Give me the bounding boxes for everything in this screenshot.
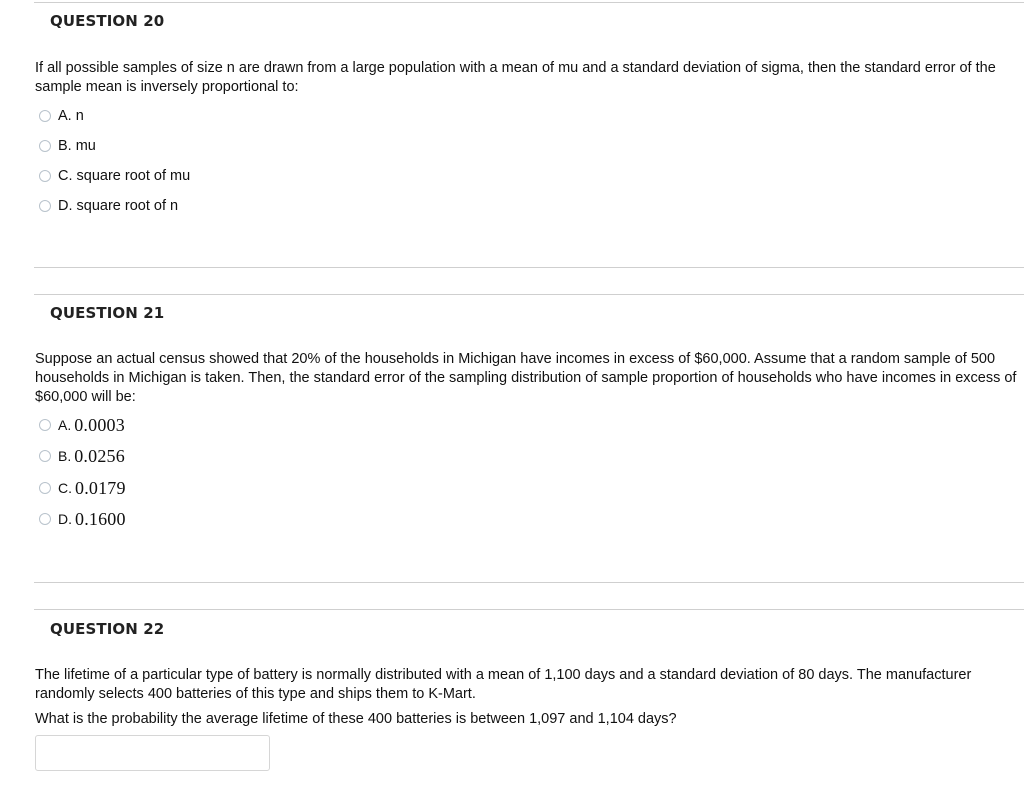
radio-button[interactable] xyxy=(39,140,51,152)
question-21-option-b[interactable] xyxy=(39,446,125,466)
question-22-text: The lifetime of a particular type of battery is normally distributed with a mean of 1,100 days and a standard deviation of 80 days. The manufacturer randomly selects 400 batteries of this type and ships them to K-Mart. What is the probability the average lifetime of these 400 batteries is between 1,097 and 1,104 days? xyxy=(35,666,1020,729)
question-20-option-d[interactable] xyxy=(39,196,178,216)
option-letter: A. xyxy=(58,417,72,433)
question-22-title: QUESTION 22 xyxy=(50,620,165,638)
question-21-option-d[interactable] xyxy=(39,509,126,529)
radio-button[interactable] xyxy=(39,513,51,525)
question-20-option-c[interactable] xyxy=(39,166,190,186)
option-text: mu xyxy=(75,138,96,154)
option-text: 0.0256 xyxy=(74,445,125,466)
radio-button[interactable] xyxy=(39,450,51,462)
option-letter: B. xyxy=(58,138,72,154)
radio-button[interactable] xyxy=(39,200,51,212)
radio-button[interactable] xyxy=(39,170,51,182)
option-text: 0.0179 xyxy=(75,477,126,498)
option-text: 0.0003 xyxy=(74,414,125,435)
question-20-title: QUESTION 20 xyxy=(50,12,165,30)
question-21-bottom-divider xyxy=(34,582,1024,583)
question-22-top-divider xyxy=(34,609,1024,610)
option-text: square root of n xyxy=(76,198,179,214)
option-letter: D. xyxy=(58,511,72,527)
option-letter: A. xyxy=(58,108,72,124)
question-20-option-b[interactable] xyxy=(39,136,96,156)
question-21-text: Suppose an actual census showed that 20% of the households in Michigan have incomes in excess of $60,000. Assume that a random sample of 500 households in Michigan is taken. Then, the standard error of the sampling distribution of sample proportion of households who have incomes in excess of $60,000 will be: xyxy=(35,351,1017,405)
question-22-prompt: What is the probability the average lifetime of these 400 batteries is between 1,097 and 1,104 days? xyxy=(35,711,677,727)
question-21-top-divider xyxy=(34,294,1024,295)
answer-input[interactable] xyxy=(35,735,270,771)
radio-button[interactable] xyxy=(39,482,51,494)
radio-button[interactable] xyxy=(39,419,51,431)
option-text: n xyxy=(75,108,84,124)
option-letter: B. xyxy=(58,448,72,464)
question-21-option-c[interactable] xyxy=(39,478,126,498)
option-text: 0.1600 xyxy=(75,508,126,529)
radio-button[interactable] xyxy=(39,110,51,122)
option-letter: C. xyxy=(58,480,72,496)
question-21-option-a[interactable] xyxy=(39,415,125,435)
option-letter: D. xyxy=(58,198,73,214)
option-letter: C. xyxy=(58,168,73,184)
option-text: square root of mu xyxy=(76,168,191,184)
question-21-title: QUESTION 21 xyxy=(50,304,165,322)
question-20-option-a[interactable] xyxy=(39,106,84,126)
question-20-top-divider xyxy=(34,2,1024,3)
question-20-text: If all possible samples of size n are drawn from a large population with a mean of mu and a standard deviation of sigma, then the standard error of the sample mean is inversely proportional to: xyxy=(35,60,996,95)
question-20-bottom-divider xyxy=(34,267,1024,268)
